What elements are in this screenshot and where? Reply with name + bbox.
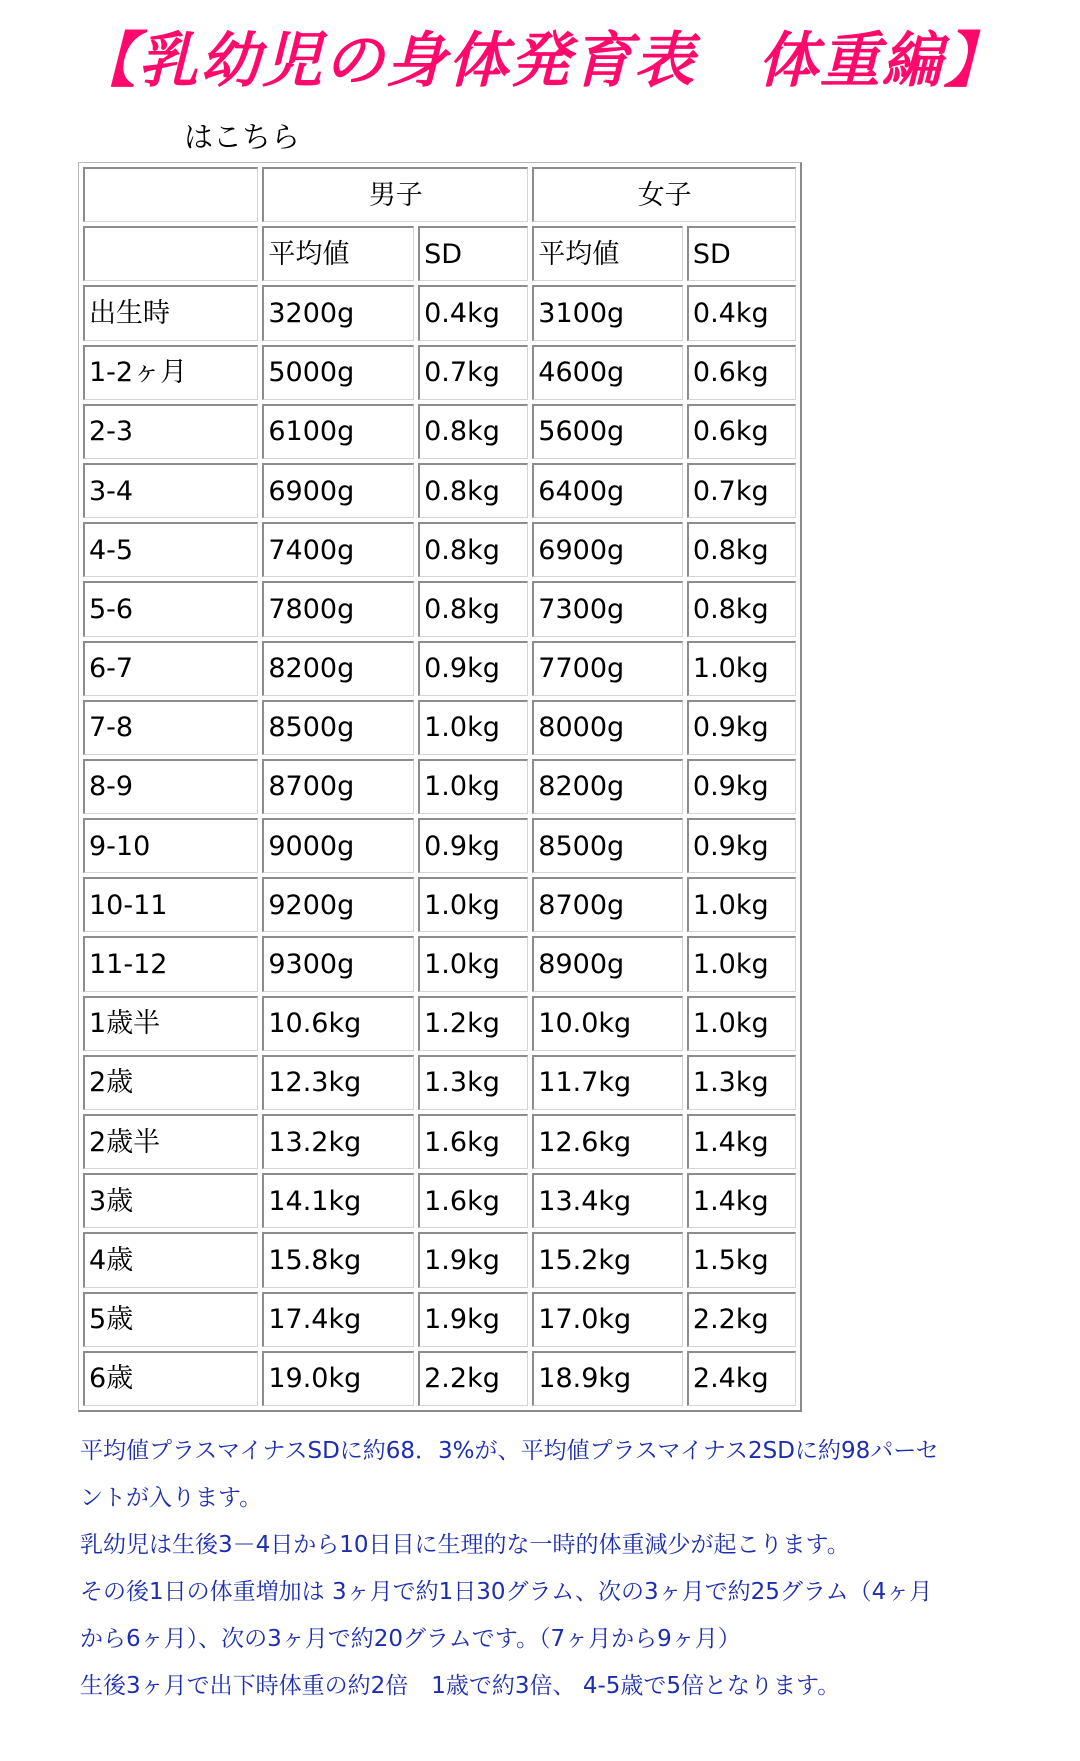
male-sd-cell: 0.9kg [418, 641, 528, 696]
male-average-cell: 9200g [262, 877, 414, 932]
male-average-cell: 9300g [262, 936, 414, 991]
female-sd-cell: 0.4kg [687, 285, 796, 340]
subheader-male-average: 平均値 [262, 226, 414, 281]
female-average-cell: 4600g [532, 345, 683, 400]
age-label-cell: 6歳 [83, 1351, 258, 1406]
table-row [83, 700, 796, 755]
female-sd-cell: 0.8kg [687, 522, 796, 577]
age-label-cell: 1-2ヶ月 [83, 345, 258, 400]
age-label-cell: 5-6 [83, 581, 258, 636]
female-sd-cell: 1.4kg [687, 1114, 796, 1169]
note-line: 平均値プラスマイナスSDに約68．3%が、平均値プラスマイナス2SDに約98パーセ [80, 1438, 939, 1464]
female-average-cell: 12.6kg [532, 1114, 683, 1169]
male-sd-cell: 1.0kg [418, 759, 528, 814]
male-sd-cell: 0.8kg [418, 404, 528, 459]
table-row [83, 581, 796, 636]
male-average-cell: 15.8kg [262, 1232, 414, 1287]
female-sd-cell: 0.6kg [687, 404, 796, 459]
female-average-cell: 6900g [532, 522, 683, 577]
female-sd-cell: 1.0kg [687, 936, 796, 991]
female-average-cell: 3100g [532, 285, 683, 340]
weight-growth-table [79, 163, 800, 1410]
female-average-cell: 5600g [532, 404, 683, 459]
male-sd-cell: 0.7kg [418, 345, 528, 400]
male-average-cell: 8200g [262, 641, 414, 696]
male-average-cell: 7800g [262, 581, 414, 636]
female-sd-cell: 1.3kg [687, 1055, 796, 1110]
male-average-cell: 13.2kg [262, 1114, 414, 1169]
female-average-cell: 11.7kg [532, 1055, 683, 1110]
age-label-cell: 4歳 [83, 1232, 258, 1287]
table-row [83, 1292, 796, 1347]
note-line: から6ヶ月）、次の3ヶ月で約20グラムです。（7ヶ月から9ヶ月） [80, 1626, 741, 1652]
male-sd-cell: 1.9kg [418, 1232, 528, 1287]
female-sd-cell: 0.7kg [687, 463, 796, 518]
female-average-cell: 13.4kg [532, 1173, 683, 1228]
female-average-cell: 18.9kg [532, 1351, 683, 1406]
male-sd-cell: 1.9kg [418, 1292, 528, 1347]
age-label-cell: 5歳 [83, 1292, 258, 1347]
note-line: 生後3ヶ月で出下時体重の約2倍 1歳で約3倍、 4-5歳で5倍となります。 [80, 1673, 841, 1699]
male-sd-cell: 2.2kg [418, 1351, 528, 1406]
table-row [83, 996, 796, 1051]
male-sd-cell: 1.6kg [418, 1114, 528, 1169]
male-sd-cell: 0.8kg [418, 463, 528, 518]
header-male: 男子 [262, 167, 528, 222]
female-average-cell: 10.0kg [532, 996, 683, 1051]
age-label-cell: 6-7 [83, 641, 258, 696]
male-sd-cell: 1.2kg [418, 996, 528, 1051]
male-sd-cell: 1.3kg [418, 1055, 528, 1110]
male-sd-cell: 0.8kg [418, 581, 528, 636]
male-average-cell: 10.6kg [262, 996, 414, 1051]
table-row [83, 522, 796, 577]
male-average-cell: 8700g [262, 759, 414, 814]
female-average-cell: 7300g [532, 581, 683, 636]
table-row [83, 759, 796, 814]
male-average-cell: 8500g [262, 700, 414, 755]
page-subtitle: はこちら [184, 120, 301, 154]
female-sd-cell: 1.0kg [687, 877, 796, 932]
header-female: 女子 [532, 167, 796, 222]
female-average-cell: 7700g [532, 641, 683, 696]
age-label-cell: 3-4 [83, 463, 258, 518]
female-average-cell: 8700g [532, 877, 683, 932]
note-line: その後1日の体重増加は 3ヶ月で約1日30グラム、次の3ヶ月で約25グラム（4ヶ月 [80, 1579, 933, 1605]
male-average-cell: 12.3kg [262, 1055, 414, 1110]
table-row [83, 404, 796, 459]
header-empty-cell [83, 167, 258, 222]
male-average-cell: 7400g [262, 522, 414, 577]
table-row [83, 1173, 796, 1228]
male-sd-cell: 1.6kg [418, 1173, 528, 1228]
female-average-cell: 8500g [532, 818, 683, 873]
table-row [83, 1114, 796, 1169]
male-sd-cell: 0.4kg [418, 285, 528, 340]
female-sd-cell: 0.8kg [687, 581, 796, 636]
female-average-cell: 6400g [532, 463, 683, 518]
male-average-cell: 6900g [262, 463, 414, 518]
female-sd-cell: 2.4kg [687, 1351, 796, 1406]
table-row [83, 1351, 796, 1406]
female-average-cell: 8000g [532, 700, 683, 755]
age-label-cell: 1歳半 [83, 996, 258, 1051]
table-header-row [83, 167, 796, 222]
age-label-cell: 出生時 [83, 285, 258, 340]
age-label-cell: 9-10 [83, 818, 258, 873]
male-average-cell: 3200g [262, 285, 414, 340]
male-sd-cell: 1.0kg [418, 936, 528, 991]
note-line: ントが入ります。 [80, 1485, 263, 1511]
male-average-cell: 9000g [262, 818, 414, 873]
female-sd-cell: 0.9kg [687, 700, 796, 755]
male-sd-cell: 0.8kg [418, 522, 528, 577]
male-average-cell: 6100g [262, 404, 414, 459]
male-average-cell: 17.4kg [262, 1292, 414, 1347]
female-sd-cell: 1.0kg [687, 996, 796, 1051]
age-label-cell: 11-12 [83, 936, 258, 991]
table-subheader-row [83, 226, 796, 281]
table-row [83, 936, 796, 991]
table-row [83, 463, 796, 518]
male-average-cell: 14.1kg [262, 1173, 414, 1228]
age-label-cell: 2歳 [83, 1055, 258, 1110]
table-row [83, 1232, 796, 1287]
female-sd-cell: 0.6kg [687, 345, 796, 400]
female-average-cell: 8900g [532, 936, 683, 991]
subheader-female-sd: SD [687, 226, 796, 281]
female-sd-cell: 0.9kg [687, 818, 796, 873]
age-label-cell: 10-11 [83, 877, 258, 932]
note-line: 乳幼児は生後3－4日から10日目に生理的な一時的体重減少が起こります。 [80, 1532, 850, 1558]
age-label-cell: 2-3 [83, 404, 258, 459]
female-sd-cell: 1.4kg [687, 1173, 796, 1228]
table-row [83, 818, 796, 873]
subheader-female-average: 平均値 [532, 226, 683, 281]
female-sd-cell: 1.0kg [687, 641, 796, 696]
table-row [83, 345, 796, 400]
age-label-cell: 7-8 [83, 700, 258, 755]
notes [80, 1428, 1040, 1710]
subheader-empty-cell [83, 226, 258, 281]
female-sd-cell: 0.9kg [687, 759, 796, 814]
age-label-cell: 2歳半 [83, 1114, 258, 1169]
table-row [83, 285, 796, 340]
page-title: 【乳幼児の身体発育表 体重編】 [76, 26, 1006, 96]
weight-table-frame [78, 162, 802, 1412]
female-average-cell: 15.2kg [532, 1232, 683, 1287]
age-label-cell: 8-9 [83, 759, 258, 814]
female-sd-cell: 2.2kg [687, 1292, 796, 1347]
age-label-cell: 4-5 [83, 522, 258, 577]
table-row [83, 1055, 796, 1110]
subheader-male-sd: SD [418, 226, 528, 281]
male-average-cell: 5000g [262, 345, 414, 400]
female-average-cell: 8200g [532, 759, 683, 814]
male-average-cell: 19.0kg [262, 1351, 414, 1406]
female-average-cell: 17.0kg [532, 1292, 683, 1347]
age-label-cell: 3歳 [83, 1173, 258, 1228]
table-row [83, 877, 796, 932]
female-sd-cell: 1.5kg [687, 1232, 796, 1287]
male-sd-cell: 1.0kg [418, 877, 528, 932]
male-sd-cell: 1.0kg [418, 700, 528, 755]
table-row [83, 641, 796, 696]
male-sd-cell: 0.9kg [418, 818, 528, 873]
